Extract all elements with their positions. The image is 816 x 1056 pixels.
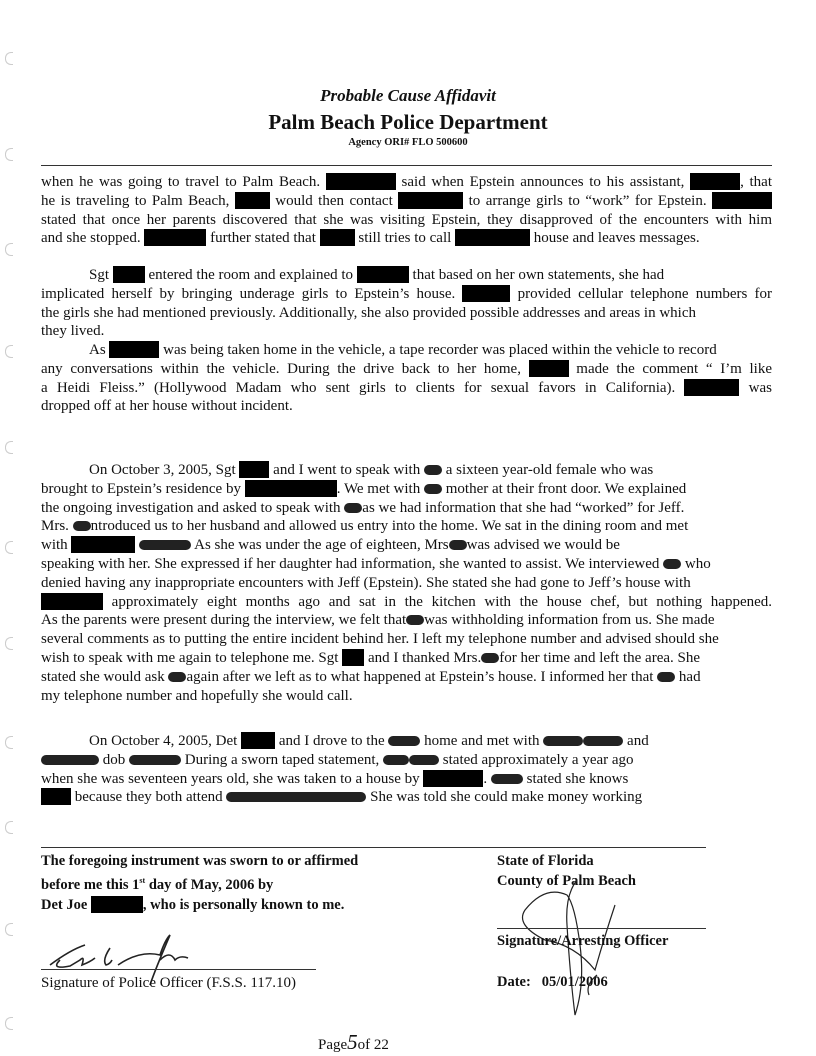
paragraph-3 xyxy=(41,341,772,416)
paragraph-5 xyxy=(41,732,772,807)
text: During a sworn taped statement, xyxy=(184,751,384,768)
redaction-blob xyxy=(657,672,675,682)
text: was advised we would be xyxy=(466,537,620,554)
text: ntroduced us to her husband and allowed us entry into the home. We sat in the dining room and met xyxy=(90,518,689,535)
redaction xyxy=(239,461,269,478)
text: house and leaves messages. xyxy=(533,230,700,247)
text: , that xyxy=(740,174,772,190)
text: She was told she could make money working xyxy=(370,789,643,806)
text: and xyxy=(627,733,649,749)
document-title: Probable Cause Affidavit xyxy=(320,86,496,105)
text: for her time and left the area. She xyxy=(499,649,701,666)
punch-hole-mark xyxy=(5,736,13,749)
text: with xyxy=(41,537,72,554)
text: any conversations within the vehicle. During the drive back to her home, xyxy=(41,360,529,377)
text: he is traveling to Palm Beach, xyxy=(41,192,235,209)
text: dropped off at her house without incident. xyxy=(41,398,293,415)
text: was withholding information from us. She made xyxy=(424,612,715,629)
text: when she was seventeen years old, she was taken to a house by xyxy=(41,770,424,787)
redaction-blob xyxy=(409,755,439,765)
text: provided cellular telephone numbers for xyxy=(517,285,772,302)
text: had xyxy=(678,668,701,685)
redaction-blob xyxy=(388,736,420,746)
text: before me this 1 xyxy=(41,876,140,893)
text: still tries to call xyxy=(358,230,456,247)
paragraph-2 xyxy=(41,266,772,341)
text: and I went to speak with xyxy=(273,462,424,478)
text: several comments as to putting the entire incident behind her. I left my telephone number and advised should she xyxy=(41,631,719,648)
text: implicated herself by bringing underage girls to Epstein’s house. xyxy=(41,285,463,302)
text: 5 xyxy=(347,1030,358,1054)
redaction xyxy=(41,788,71,805)
arresting-signature-line xyxy=(497,928,706,929)
arresting-officer-label: Signature/Arresting Officer xyxy=(497,933,669,949)
text: was xyxy=(748,379,772,396)
text: On October 4, 2005, Det xyxy=(89,733,242,749)
text: day of May, 2006 by xyxy=(145,876,274,893)
redaction xyxy=(245,480,337,497)
text: further stated that xyxy=(210,230,320,247)
redaction-blob xyxy=(168,672,186,682)
text: a Heidi Fleiss.” (Hollywood Madam who sent girls to clients for sexual favors in California). xyxy=(41,379,685,396)
punch-hole-mark xyxy=(5,243,13,256)
redaction xyxy=(109,341,159,358)
page-number xyxy=(318,1030,389,1055)
punch-hole-mark xyxy=(5,148,13,161)
punch-hole-mark xyxy=(5,1017,13,1030)
text: Det Joe xyxy=(41,896,91,913)
date-value: 05/01/2006 xyxy=(541,974,608,990)
text: mother at their front door. We explained xyxy=(445,480,687,497)
redaction xyxy=(235,192,270,209)
redaction xyxy=(41,593,103,610)
text: stated she would ask xyxy=(41,668,169,685)
redaction xyxy=(71,536,135,553)
text: a sixteen year-old female who was xyxy=(445,462,654,478)
redaction-blob xyxy=(424,484,442,494)
punch-hole-mark xyxy=(5,923,13,936)
redaction-blob xyxy=(449,540,467,550)
redaction xyxy=(320,229,355,246)
department-name: Palm Beach Police Department xyxy=(268,110,548,134)
text: of 22 xyxy=(357,1037,389,1053)
state-label: State of Florida xyxy=(497,853,594,869)
officer-signature-line xyxy=(41,969,316,970)
paragraph-1 xyxy=(41,173,772,248)
text: again after we left as to what happened at Epstein’s house. I informed her that xyxy=(186,668,658,685)
redaction xyxy=(529,360,569,377)
text: made the comment “ I’m like xyxy=(576,360,772,377)
redaction xyxy=(144,229,206,246)
text: denied having any inappropriate encounters with Jeff (Epstein). She stated she had gone to Jeff’s house with xyxy=(41,574,691,591)
text: and I thanked Mrs. xyxy=(367,649,482,666)
text: dob xyxy=(102,751,129,768)
date-label: Date: xyxy=(497,974,531,990)
text: would then contact xyxy=(275,192,399,209)
text: and she stopped. xyxy=(41,230,145,247)
text: The foregoing instrument was sworn to or affirmed xyxy=(41,853,359,869)
officer-signature-label: Signature of Police Officer (F.S.S. 117.10) xyxy=(41,975,297,991)
redaction xyxy=(462,285,510,302)
text: who xyxy=(684,555,711,572)
text: the girls she had mentioned previously. Additionally, she also provided possible addresses and areas in which xyxy=(41,304,697,321)
text: they lived. xyxy=(41,323,105,340)
text: approximately eight months ago and sat in the kitchen with the house chef, but nothing happened. xyxy=(111,593,772,610)
redaction-blob xyxy=(129,755,181,765)
redaction xyxy=(342,649,364,666)
redaction xyxy=(357,266,409,283)
text: because they both attend xyxy=(74,789,227,806)
redaction xyxy=(113,266,145,283)
redaction-blob xyxy=(406,615,424,625)
text: my telephone number and hopefully she would call. xyxy=(41,687,353,704)
text: . We met with xyxy=(336,480,424,497)
redaction xyxy=(398,192,463,209)
text: said when Epstein announces to his assistant, xyxy=(401,174,691,190)
text: stated approximately a year ago xyxy=(442,751,634,768)
redaction-blob xyxy=(481,653,499,663)
date-field xyxy=(497,972,608,992)
redaction xyxy=(241,732,275,749)
punch-hole-mark xyxy=(5,345,13,358)
punch-hole-mark xyxy=(5,541,13,554)
redaction-blob xyxy=(543,736,583,746)
redaction-blob xyxy=(424,465,442,475)
redaction-blob xyxy=(73,521,91,531)
text: home and met with xyxy=(424,733,544,749)
punch-hole-mark xyxy=(5,821,13,834)
text: stated she knows xyxy=(526,770,629,787)
redaction-blob xyxy=(663,559,681,569)
redaction xyxy=(684,379,739,396)
text: , who is personally known to me. xyxy=(142,896,345,913)
text: As she was under the age of eighteen, Mrs xyxy=(194,537,449,554)
agency-ori: Agency ORI# FLO 500600 xyxy=(348,137,468,148)
text: Page xyxy=(318,1037,348,1053)
text: stated that once her parents discovered that she was visiting Epstein, they disapproved of the encounters with him xyxy=(41,211,772,228)
redaction xyxy=(91,896,143,913)
text: the ongoing investigation and asked to speak with xyxy=(41,499,345,516)
text: entered the room and explained to xyxy=(148,267,357,283)
redaction-blob xyxy=(383,755,409,765)
text: when he was going to travel to Palm Beach. xyxy=(41,174,326,190)
text: As xyxy=(89,342,110,358)
footer-divider xyxy=(41,847,706,848)
text: As the parents were present during the interview, we felt that xyxy=(41,612,407,629)
text: as we had information that she had “worked” for Jeff. xyxy=(362,499,685,516)
redaction-blob xyxy=(139,540,191,550)
notary-statement xyxy=(41,851,358,915)
text: On October 3, 2005, Sgt xyxy=(89,462,240,478)
redaction-blob xyxy=(344,503,362,513)
punch-hole-mark xyxy=(5,441,13,454)
text: to arrange girls to “work” for Epstein. xyxy=(468,192,712,209)
text: Sgt xyxy=(89,267,113,283)
text: brought to Epstein’s residence by xyxy=(41,480,245,497)
redaction xyxy=(423,770,483,787)
redaction-blob xyxy=(41,755,99,765)
redaction xyxy=(455,229,530,246)
county-label: County of Palm Beach xyxy=(497,873,636,889)
redaction xyxy=(690,173,740,190)
punch-hole-mark xyxy=(5,52,13,65)
redaction-blob xyxy=(226,792,366,802)
punch-hole-mark xyxy=(5,637,13,650)
redaction-blob xyxy=(491,774,523,784)
paragraph-4 xyxy=(41,461,772,705)
header-divider xyxy=(41,165,772,166)
text: was being taken home in the vehicle, a tape recorder was placed within the vehicle to record xyxy=(163,342,717,358)
text: speaking with her. She expressed if her daughter had information, she wanted to assist. We interviewed xyxy=(41,555,664,572)
text: . xyxy=(483,770,491,787)
redaction xyxy=(326,173,396,190)
redaction xyxy=(712,192,772,209)
text: st xyxy=(139,876,146,885)
text: wish to speak with me again to telephone me. Sgt xyxy=(41,649,343,666)
text: that based on her own statements, she had xyxy=(412,267,665,283)
text: and I drove to the xyxy=(278,733,389,749)
redaction-blob xyxy=(583,736,623,746)
text: Mrs. xyxy=(41,518,73,535)
